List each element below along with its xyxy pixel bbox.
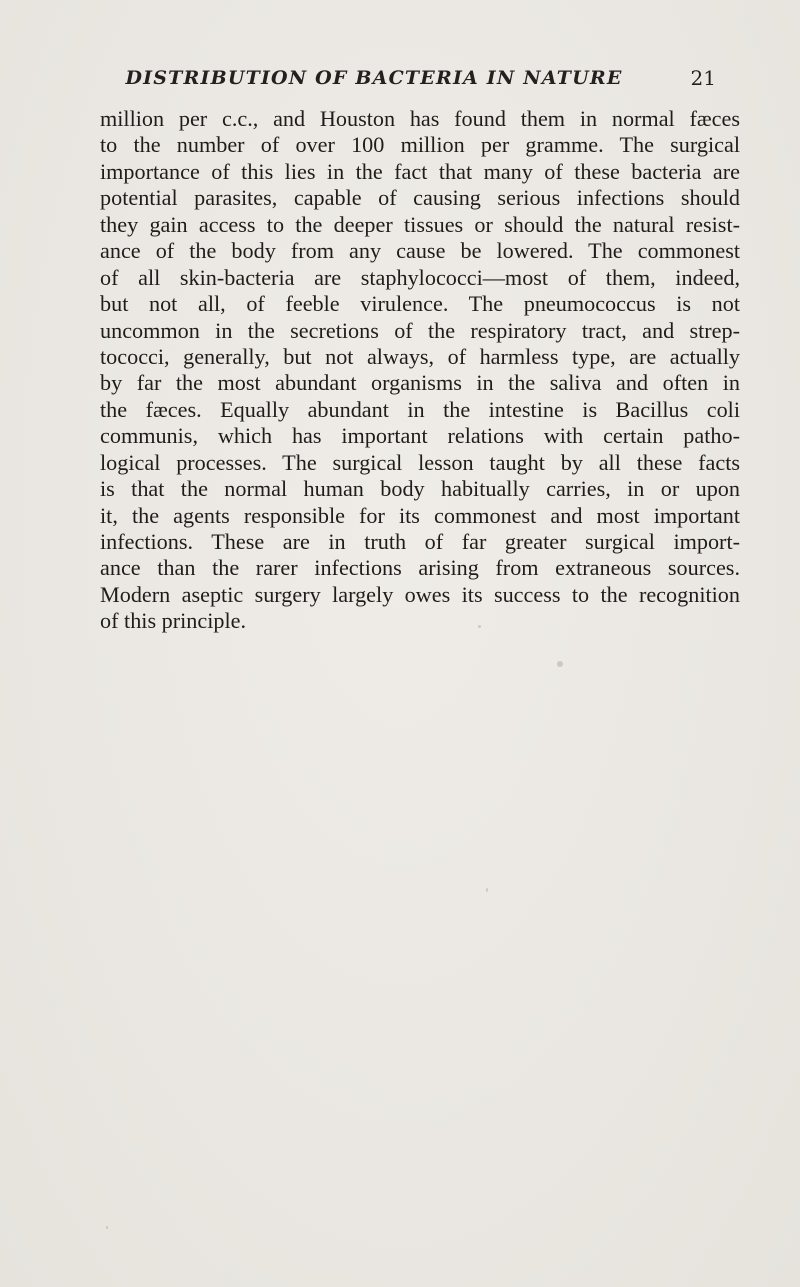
text-line: of all skin-bacteria are staphylococci—most of them, indeed, bbox=[100, 264, 740, 290]
text-line: Modern aseptic surgery largely owes its success to the recognition bbox=[100, 581, 740, 607]
text-line: logical processes. The surgical lesson taught by all these facts bbox=[100, 449, 740, 475]
text-line: to the number of over 100 million per gramme. The surgical bbox=[100, 132, 740, 158]
text-line: communis, which has important relations with certain patho- bbox=[100, 423, 740, 449]
running-head bbox=[100, 63, 720, 93]
text-line: the fæces. Equally abundant in the intestine is Bacillus coli bbox=[100, 396, 740, 422]
paper-speck bbox=[478, 625, 481, 628]
text-line: they gain access to the deeper tissues or should the natural resist- bbox=[100, 211, 740, 237]
paper-speck bbox=[106, 1226, 108, 1229]
paper-speck bbox=[486, 888, 488, 892]
text-line: million per c.c., and Houston has found them in normal fæces bbox=[100, 106, 740, 131]
body-paragraph bbox=[100, 106, 740, 635]
text-line: importance of this lies in the fact that many of these bacteria are bbox=[100, 158, 740, 184]
text-line: infections. These are in truth of far greater surgical import- bbox=[100, 529, 740, 554]
text-line: but not all, of feeble virulence. The pneumococcus is not bbox=[100, 291, 740, 317]
text-line: it, the agents responsible for its commonest and most important bbox=[100, 502, 740, 528]
page-number: 21 bbox=[690, 66, 716, 90]
paper-speck bbox=[557, 661, 563, 667]
text-line: potential parasites, capable of causing serious infections should bbox=[100, 185, 740, 211]
text-line: is that the normal human body habitually carries, in or upon bbox=[100, 476, 740, 502]
text-line: ance than the rarer infections arising from extraneous sources. bbox=[100, 555, 740, 581]
running-title: DISTRIBUTION OF BACTERIA IN NATURE bbox=[125, 67, 623, 89]
text-line: by far the most abundant organisms in the saliva and often in bbox=[100, 370, 740, 396]
text-line: uncommon in the secretions of the respiratory tract, and strep- bbox=[100, 317, 740, 343]
text-line: tococci, generally, but not always, of harmless type, are actually bbox=[100, 343, 740, 369]
text-line: of this principle. bbox=[100, 608, 247, 634]
text-line: ance of the body from any cause be lowered. The commonest bbox=[100, 238, 740, 264]
